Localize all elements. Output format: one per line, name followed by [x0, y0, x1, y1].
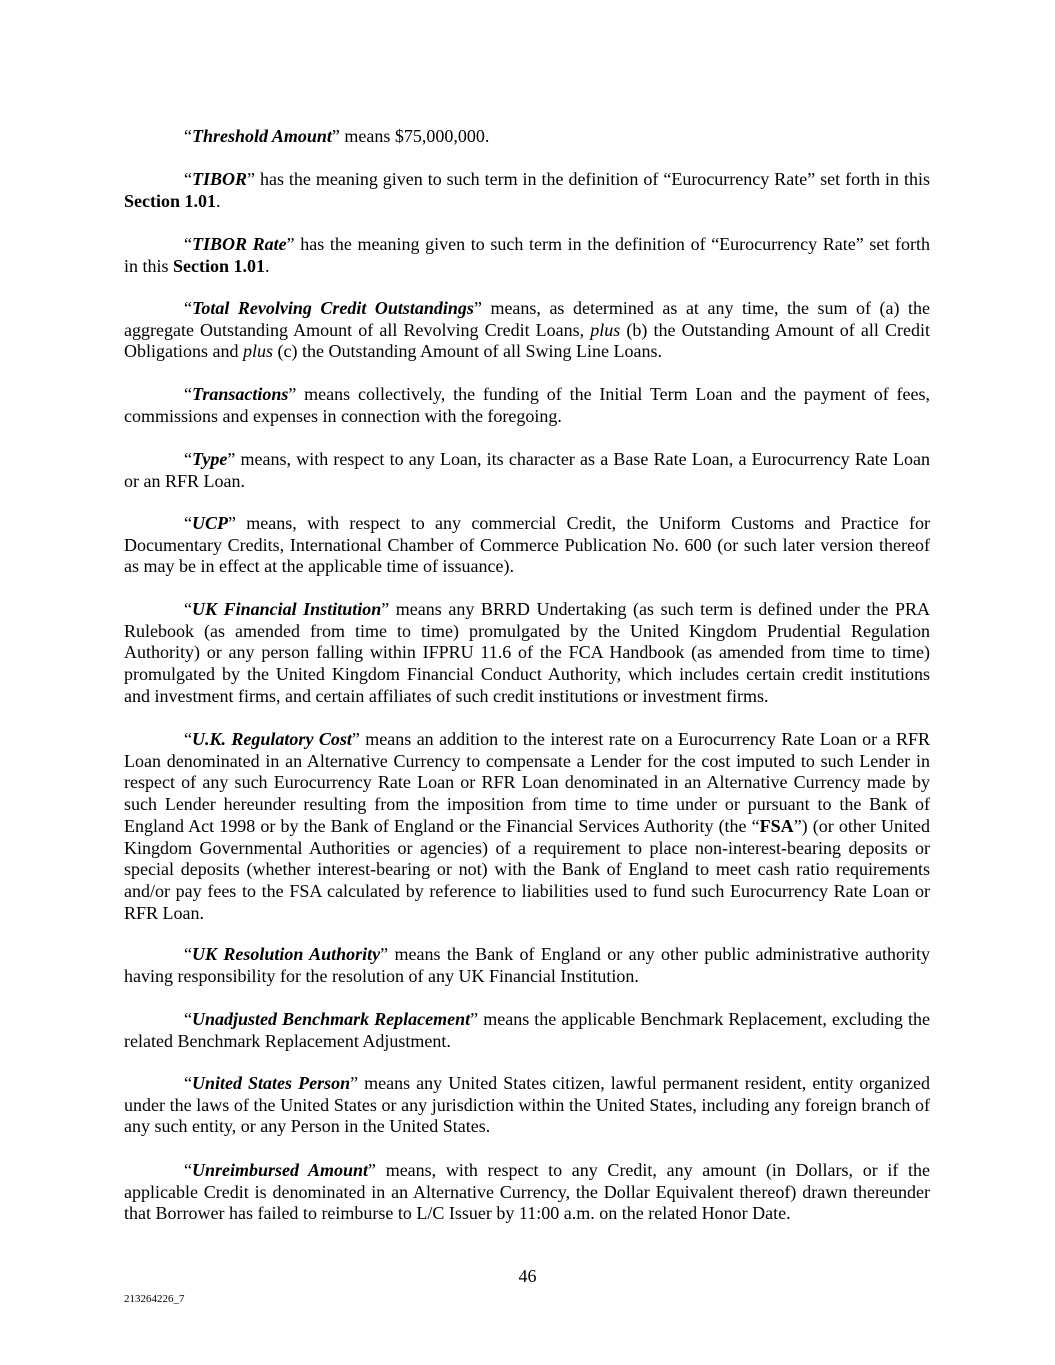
definition-paragraph [124, 1009, 930, 1052]
definition-text: ” has the meaning given to such term in the definition of “Eurocurrency Rate” set forth in this [124, 234, 930, 276]
definition-text: “ [184, 298, 192, 318]
definition-text: “ [184, 1073, 192, 1093]
defined-term: United States Person [192, 1073, 351, 1093]
definition-text: “ [184, 1009, 192, 1029]
definition-paragraph [124, 298, 930, 363]
definition-paragraph [124, 729, 930, 924]
definition-text: . [216, 190, 221, 211]
definition-text: (c) the Outstanding Amount of all Swing Line Loans. [273, 341, 662, 362]
defined-term: Unadjusted Benchmark Replacement [192, 1009, 471, 1029]
definition-text: plus [590, 319, 621, 340]
defined-term: TIBOR Rate [192, 234, 287, 254]
definition-text: ” means, with respect to any Loan, its character as a Base Rate Loan, a Eurocurrency Rate Loan or an RFR Loan. [124, 449, 930, 491]
definition-text: Section 1.01 [124, 190, 216, 211]
definition-text: “ [184, 449, 192, 469]
definition-paragraph [124, 1073, 930, 1138]
defined-term: Total Revolving Credit Outstandings [192, 298, 474, 318]
definition-text: “ [184, 513, 192, 533]
defined-term: U.K. Regulatory Cost [192, 729, 352, 749]
definition-text: ” means, with respect to any Credit, any amount (in Dollars, or if the applicable Credit is denominated in an Alternative Currency, the Dollar Equivalent thereof) drawn thereunder that Borrower has failed to reimburse to L/C Issuer by 11:00 a.m. on the related Honor Date. [124, 1160, 930, 1224]
definition-text: ” means collectively, the funding of the Initial Term Loan and the payment of fees, commissions and expenses in connection with the foregoing. [124, 384, 930, 426]
definition-text: ” means the Bank of England or any other public administrative authority having responsibility for the resolution of any UK Financial Institution. [124, 944, 931, 986]
definition-text: . [265, 255, 270, 276]
definition-text: “ [184, 944, 192, 964]
definition-text: “ [184, 384, 192, 404]
definition-text: ” has the meaning given to such term in the definition of “Eurocurrency Rate” set forth in this [247, 169, 930, 189]
definition-text: “ [184, 1160, 192, 1180]
definition-text: (b) the Outstanding Amount of all Credit Obligations and [124, 319, 930, 362]
definition-paragraph [124, 944, 930, 987]
document-id: 213264226_7 [124, 1293, 185, 1305]
defined-term: TIBOR [192, 169, 248, 189]
definition-text: ” means an addition to the interest rate on a Eurocurrency Rate Loan or a RFR Loan denominated in an Alternative Currency to compensate a Lender for the cost imputed to such Lender in respect of any such Eurocurrency Rate Loan or RFR Loan denominated in an Alternative Currency made by such Lender hereunder resulting from the imposition from time to time under or pursuant to the Bank of England Act 1998 or by the Bank of England or the Financial Services Authority (the “ [124, 729, 930, 836]
definition-text: ” means, with respect to any commercial Credit, the Uniform Customs and Practice for Documentary Credits, International Chamber of Commerce Publication No. 600 (or such later version thereof as may be in effect at the applicable time of issuance). [124, 513, 930, 577]
defined-term: UK Resolution Authority [192, 944, 381, 964]
defined-term: Type [192, 449, 228, 469]
definition-paragraph [124, 234, 930, 277]
definition-paragraph [124, 126, 930, 148]
definition-text: ” means any United States citizen, lawful permanent resident, entity organized under the laws of the United States or any jurisdiction within the United States, including any foreign branch of any such entity, or any Person in the United States. [124, 1073, 931, 1137]
definition-text: ”) (or other United Kingdom Governmental Authorities or agencies) of a requirement to place non-interest-bearing deposits or special deposits (whether interest-bearing or not) with the Bank of England to meet cash ratio requirements and/or pay fees to the FSA calculated by reference to liabilities used to fund such Eurocurrency Rate Loan or RFR Loan. [124, 815, 930, 923]
definition-text: “ [184, 234, 192, 254]
definition-paragraph [124, 599, 930, 708]
definition-text: ” means, as determined as at any time, the sum of (a) the aggregate Outstanding Amount of all Revolving Credit Loans, [124, 298, 930, 340]
defined-term: Unreimbursed Amount [192, 1160, 369, 1180]
definition-text: plus [243, 341, 274, 362]
definition-text: FSA [759, 815, 794, 836]
definition-paragraph [124, 384, 930, 427]
definition-text: “ [184, 599, 192, 619]
definition-paragraph [124, 449, 930, 492]
definition-text: Section 1.01 [173, 255, 266, 276]
definition-text: “ [184, 169, 192, 189]
definition-text: ” means any BRRD Undertaking (as such term is defined under the PRA Rulebook (as amended from time to time) promulgated by the United Kingdom Prudential Regulation Authority) or any person falling within IFPRU 11.6 of the FCA Handbook (as amended from time to time) promulgated by the United Kingdom Financial Conduct Authority, which includes certain credit institutions and investment firms, and certain affiliates of such credit institutions or investment firms. [124, 599, 930, 706]
defined-term: Threshold Amount [192, 126, 332, 146]
defined-term: UK Financial Institution [192, 599, 382, 619]
defined-term: UCP [192, 513, 228, 533]
definition-paragraph [124, 513, 930, 578]
definition-text: ” means $75,000,000. [331, 126, 490, 146]
definition-text: “ [184, 126, 192, 146]
definition-paragraph [124, 169, 930, 212]
definition-text: ” means the applicable Benchmark Replacement, excluding the related Benchmark Replacement Adjustment. [124, 1009, 930, 1051]
definition-text: “ [184, 729, 192, 749]
page-number: 46 [518, 1266, 537, 1286]
definition-paragraph [124, 1160, 930, 1225]
defined-term: Transactions [192, 384, 289, 404]
